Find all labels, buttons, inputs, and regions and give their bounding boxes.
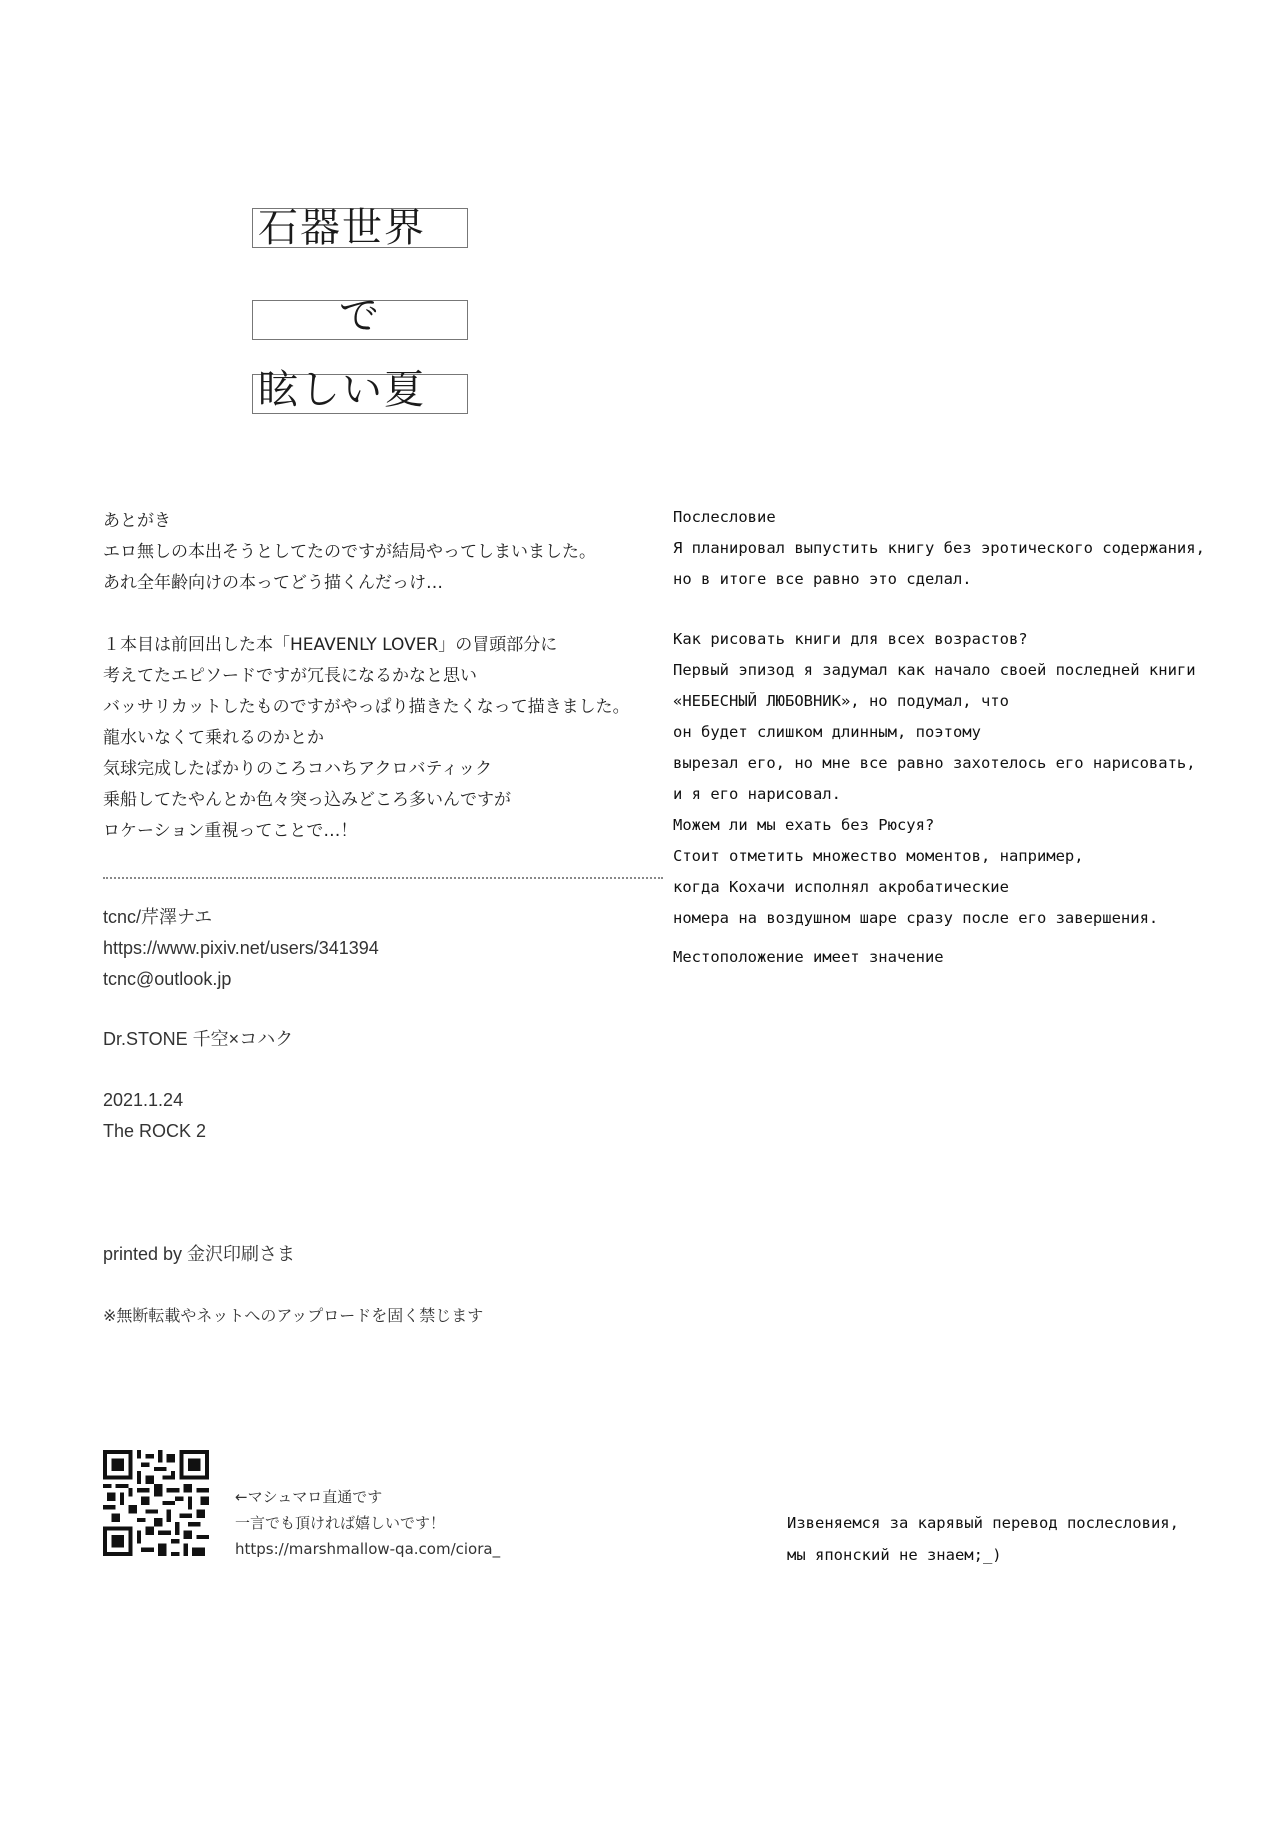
- author-info: [103, 902, 663, 995]
- translation-line: номера на воздушном шаре сразу после его завершения.: [673, 909, 1159, 927]
- translation-line: он будет слишком длинным, поэтому: [673, 723, 981, 741]
- translation-line: Первый эпизод я задумал как начало своей последней книги: [673, 661, 1196, 679]
- translation-line: и я его нарисовал.: [673, 785, 841, 803]
- copyright-notice: ※無断転載やネットへのアップロードを固く禁じます: [103, 1306, 484, 1325]
- translation-line: вырезал его, но мне все равно захотелось его нарисовать,: [673, 754, 1196, 772]
- afterword-line: 乗船してたやんとか色々突っ込みどころ多いんですが: [103, 790, 511, 810]
- afterword-line: 考えてたエピソードですが冗長になるかなと思い: [103, 666, 477, 686]
- translation-ru: [673, 502, 1263, 973]
- marshmallow-line-1: ←マシュマロ直通です: [235, 1488, 383, 1506]
- marshmallow-line-2: 一言でも頂ければ嬉しいです！: [235, 1514, 446, 1532]
- translation-line: Стоит отметить множество моментов, например,: [673, 847, 1084, 865]
- translation-line: когда Кохачи исполнял акробатические: [673, 878, 1009, 896]
- pixiv-link[interactable]: https://www.pixiv.net/users/341394: [103, 938, 379, 958]
- marshmallow-info: [235, 1484, 635, 1562]
- translation-line: Я планировал выпустить книгу без эротического содержания,: [673, 539, 1205, 557]
- translation-line: Как рисовать книги для всех возрастов?: [673, 630, 1028, 648]
- date: 2021.1.24: [103, 1090, 184, 1110]
- email-link[interactable]: tcnc@outlook.jp: [103, 969, 232, 989]
- translator-note: [787, 1507, 1257, 1571]
- printer-info: [103, 1239, 663, 1270]
- event-info: [103, 1085, 663, 1147]
- marshmallow-link[interactable]: https://marshmallow-qa.com/ciora_: [235, 1540, 501, 1558]
- afterword-line: 龍水いなくて乗れるのかとか: [103, 728, 324, 748]
- title-line-2: で: [339, 293, 381, 339]
- notice-info: [103, 1300, 663, 1331]
- translation-heading: Послесловие: [673, 508, 776, 526]
- afterword-line: 気球完成したばかりのころコハちアクロバティック: [103, 759, 493, 779]
- translator-note-line-2: мы японский не знаем;_): [787, 1546, 1002, 1564]
- afterword-line: あれ全年齢向けの本ってどう描くんだっけ…: [103, 573, 443, 593]
- event-name: The ROCK 2: [103, 1121, 207, 1141]
- translation-line: Местоположение имеет значение: [673, 948, 944, 966]
- afterword-line: １本目は前回出した本「HEAVENLY LOVER」の冒頭部分に: [103, 635, 558, 655]
- afterword-line: バッサリカットしたものですがやっぱり描きたくなって描きました。: [103, 697, 630, 717]
- divider: [103, 877, 663, 879]
- translation-line: но в итоге все равно это сделал.: [673, 570, 972, 588]
- afterword-line: エロ無しの本出そうとしてたのですが結局やってしまいました。: [103, 542, 596, 562]
- qr-code[interactable]: [103, 1450, 209, 1556]
- fandom: Dr.STONE 千空×コハク: [103, 1029, 294, 1049]
- translation-line: Можем ли мы ехать без Рюсуя?: [673, 816, 935, 834]
- title-line-1: 石器世界: [258, 205, 426, 251]
- afterword-line: ロケーション重視ってことで…！: [103, 821, 358, 841]
- printer: printed by 金沢印刷さま: [103, 1244, 296, 1264]
- author-name: tcnc/芹澤ナエ: [103, 907, 213, 927]
- afterword-heading: あとがき: [103, 511, 171, 531]
- title-line-3: 眩しい夏: [258, 367, 426, 413]
- afterword-jp: [103, 506, 673, 847]
- translation-line: «НЕБЕСНЫЙ ЛЮБОВНИК», но подумал, что: [673, 692, 1009, 710]
- fandom-info: [103, 1024, 663, 1055]
- translator-note-line-1: Извеняемся за карявый перевод послесловия,: [787, 1514, 1179, 1532]
